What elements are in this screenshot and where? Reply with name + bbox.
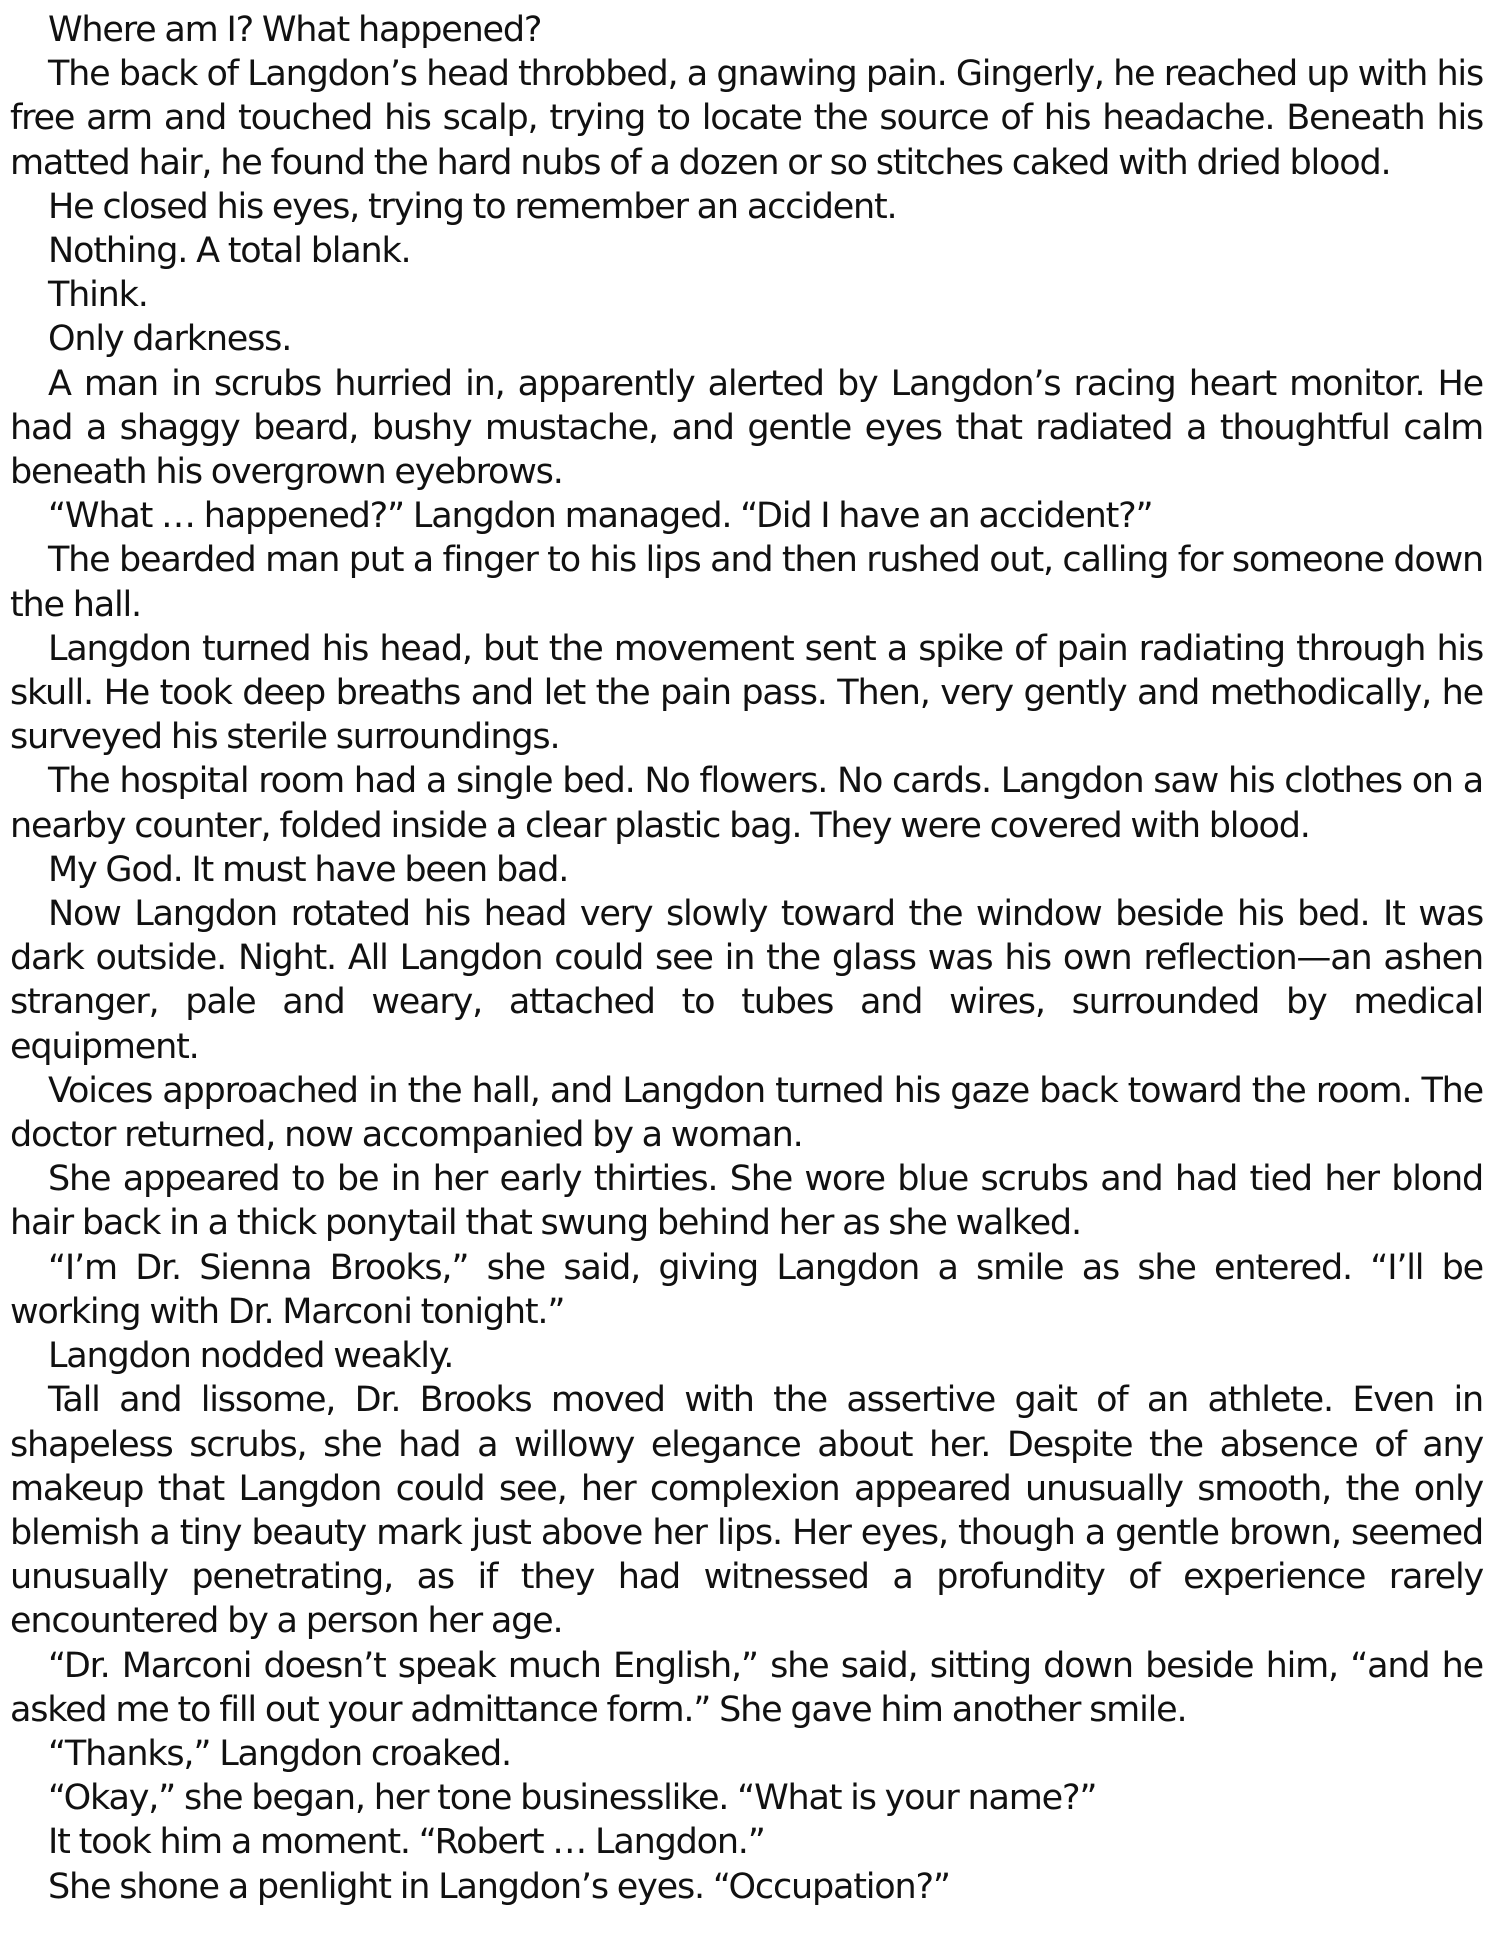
paragraph-23: She shone a penlight in Langdon’s eyes. “Occupation?” [48,1866,950,1907]
paragraph-9: The bearded man put a finger to his lips and then rushed out, calling for someone down the hall. [10,540,1483,625]
paragraph-4: Nothing. A total blank. [48,231,411,272]
paragraph-13: Now Langdon rotated his head very slowly toward the window beside his bed. It was dark outside. Night. All Langdon could see in the glass was his own reflection—an ashen stranger, pale and weary, attached to tubes and wires, surrounded by medical equipment. [10,894,1483,1067]
paragraph-5: Think. [48,275,148,316]
paragraph-8: “What … happened?” Langdon managed. “Did I have an accident?” [48,496,1153,537]
paragraph-20: “Thanks,” Langdon croaked. [48,1733,511,1774]
paragraph-21: “Okay,” she began, her tone businesslike. “What is your name?” [48,1778,1097,1819]
paragraph-15: She appeared to be in her early thirties. She wore blue scrubs and had tied her blond hair back in a thick ponytail that swung behind her as she walked. [10,1159,1483,1244]
paragraph-14: Voices approached in the hall, and Langdon turned his gaze back toward the room. The doctor returned, now accompanied by a woman. [10,1070,1483,1156]
paragraph-7: A man in scrubs hurried in, apparently alerted by Langdon’s racing heart monitor. He had a shaggy beard, bushy mustache, and gentle eyes that radiated a thoughtful calm beneath his overgrown eyebrows. [10,363,1483,493]
paragraph-19: “Dr. Marconi doesn’t speak much English,” she said, sitting down beside him, “and he asked me to fill out your admittance form.” She gave him another smile. [10,1645,1483,1730]
paragraph-1: Where am I? What happened? [48,10,542,50]
paragraph-10: Langdon turned his head, but the movement sent a spike of pain radiating through his skull. He took deep breaths and let the pain pass. Then, very gently and methodically, he surveyed his sterile surroundings. [10,628,1483,758]
document-page [10,8,1483,1909]
paragraph-6: Only darkness. [48,319,292,360]
paragraph-3: He closed his eyes, trying to remember an accident. [48,186,897,227]
paragraph-11: The hospital room had a single bed. No flowers. No cards. Langdon saw his clothes on a nearby counter, folded inside a clear plastic bag. They were covered with blood. [10,761,1483,846]
paragraph-16: “I’m Dr. Sienna Brooks,” she said, giving Langdon a smile as she entered. “I’ll be working with Dr. Marconi tonight.” [10,1247,1483,1332]
paragraph-2: The back of Langdon’s head throbbed, a gnawing pain. Gingerly, he reached up with his free arm and touched his scalp, trying to locate the source of his headache. Beneath his matted hair, he found the hard nubs of a dozen or so stitches caked with dried blood. [10,54,1483,183]
paragraph-18: Tall and lissome, Dr. Brooks moved with the assertive gait of an athlete. Even in shapeless scrubs, she had a willowy elegance about her. Despite the absence of any makeup that Langdon could see, her complexion appeared unusually smooth, the only blemish a tiny beauty mark just above her lips. Her eyes, though a gentle brown, seemed unusually penetrating, as if they had witnessed a profundity of experience rarely encountered by a person her age. [10,1380,1483,1642]
paragraph-12: My God. It must have been bad. [48,849,569,890]
paragraph-17: Langdon nodded weakly. [48,1336,454,1377]
paragraph-22: It took him a moment. “Robert … Langdon.” [48,1822,765,1863]
